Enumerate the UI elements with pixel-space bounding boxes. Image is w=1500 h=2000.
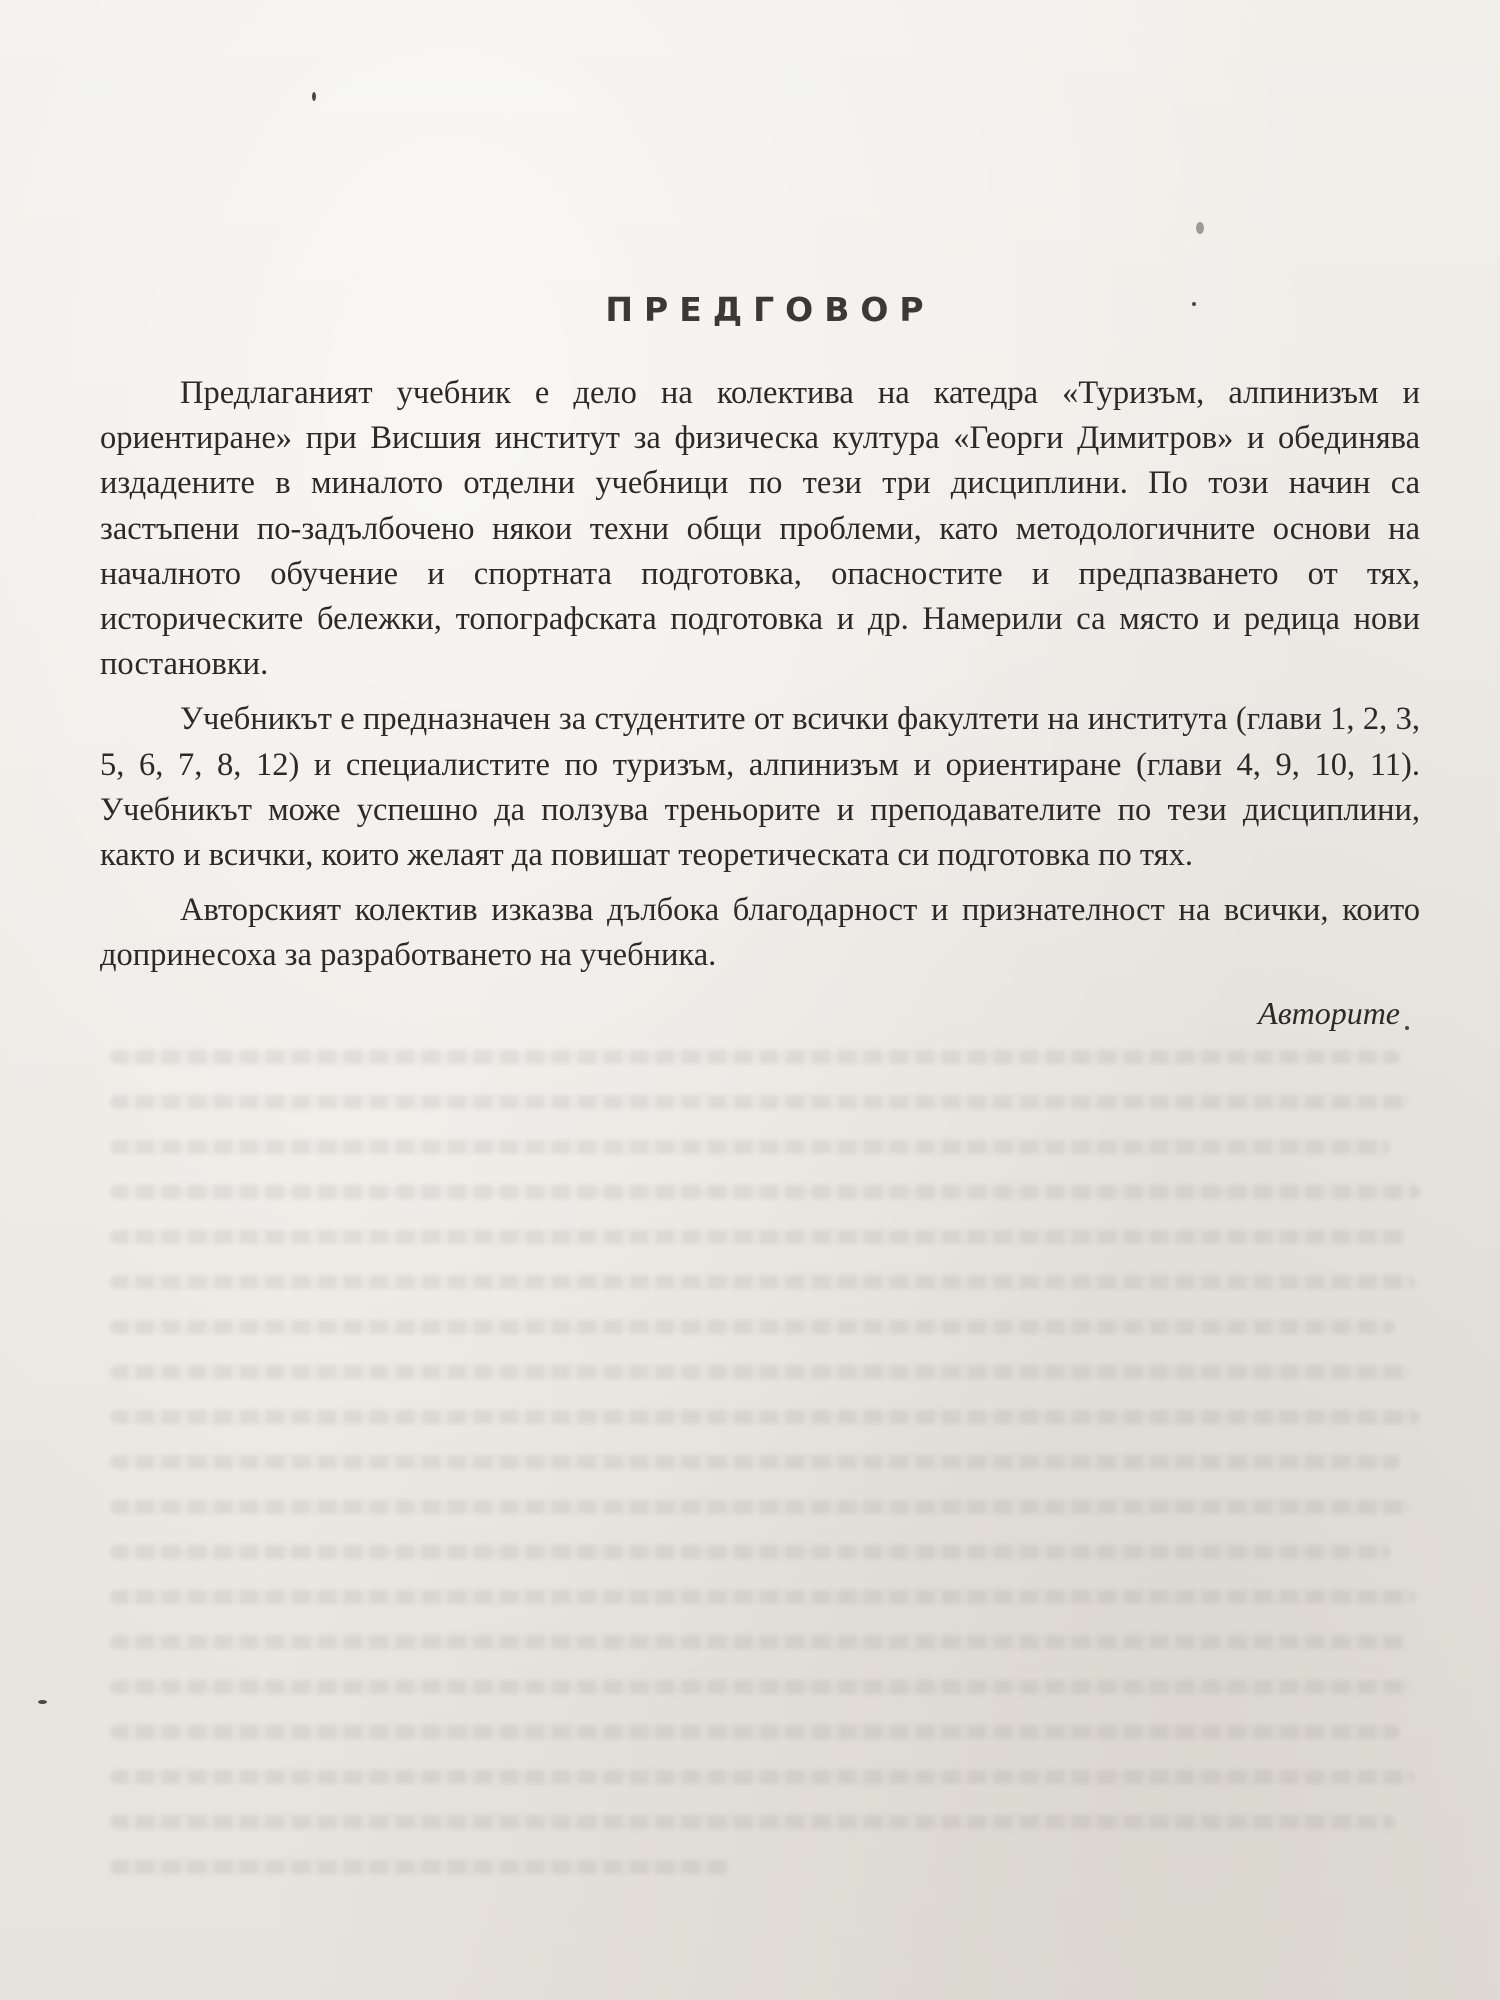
preface-paragraph: Предлаганият учебник е дело на колектива на катедра «Туризъм, алпинизъм и ориентиране» при Висшия институт за физическа култура «Георги Димитров» и обединява издадените в миналото отделни учебници по тези три дисциплини. По този начин са застъпени по-задълбочено някои техни общи проблеми, като методологичните основи на началното обучение и спортната подготовка, опасностите и предпазването от тях, историческите бележки, топографската подготовка и др. Намерили са място и редица нови постановки. <box>100 375 1420 683</box>
speck-mark <box>1196 222 1204 234</box>
bleed-through-text <box>110 1050 1430 1930</box>
authors-signature: Авторите <box>1258 994 1400 1031</box>
preface-paragraph: Авторският колектив изказва дълбока благодарност и признателност на всички, които допринесоха за разработването на учебника. <box>100 892 1420 974</box>
page-title: ПРЕДГОВОР <box>605 290 935 329</box>
preface-page <box>100 290 1420 1032</box>
speck-mark <box>38 1700 47 1704</box>
speck-mark <box>312 92 316 101</box>
preface-paragraph: Учебникът е предназначен за студентите от всички факултети на института (глави 1, 2, 3, 5, 6, 7, 8, 12) и специалистите по туризъм, алпинизъм и ориентиране (глави 4, 9, 10, 11). Учебникът може успешно да ползува треньорите и преподавателите по тези дисциплини, както и всички, които желаят да повишат теоретическата си подготовка по тях. <box>100 701 1420 874</box>
